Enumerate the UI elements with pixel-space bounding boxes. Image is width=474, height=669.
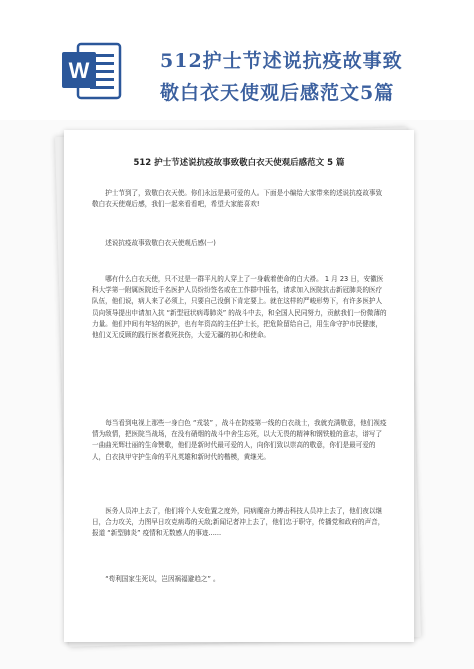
paragraph-intro: 护士节到了，致敬白衣天使。你们永远是最可爱的人。下面是小编给大家带来的述说抗疫故事致敬白衣天使观后感，我们一起来看看吧，希望大家能喜欢! [92,189,383,209]
document-page [64,130,414,642]
word-document-icon [60,40,122,102]
paragraph-quote: “苟利国家生死以，岂因祸福避趋之” 。 [105,575,220,583]
document-title: 512 护士节述说抗疫故事致敬白衣天使观后感范文 5 篇 [133,158,345,168]
title-banner [0,0,474,120]
banner-title-line-2: 敬白衣天使观后感范文5篇 [160,82,395,104]
paragraph-body-3: 医务人员冲上去了，他们将个人安危置之度外，同病魔奋力搏击科技人员冲上去了，他们夜以继日，合力攻关，力图早日攻克病毒的天敌;新闻记者冲上去了，他们忠于职守，传播党和政府的声音，报道 “新型肺炎” 疫情和无数感人的事迹...... [92,507,385,538]
paragraph-body-1: 哪有什么白衣天使，只不过是一群平凡的人穿上了一身载着使命的白大褂。 1 月 23 日，安徽医科大学第一附属医院近千名医护人员纷纷签名或在工作群中报名，请求加入医院抗击新冠肺炎的医疗队伍，他们说，病人来了必须上，只要自己没倒下肯定要上。就在这样的严峻形势下，有许多医护人员向领导提出申请加入抗 “新型冠状病毒肺炎” 的战斗中去，和全国人民同努力，贡献我们一份微薄的力量。他们中间有年轻的医护，也有年资高的主任护士长，把危险留给自己，用生命守护市民健康，他们义无反顾的践行医者救死扶伤，大爱无疆的初心和使命。 [92,275,387,340]
logo-letter: W [68,58,90,83]
paragraph-body-2: 每当看到电视上那些一身白色 “戎装” ，战斗在防疫第一线的白衣战士，我就充满敬意，他们视疫情为敌情，把医院当战场，在没有硝烟的战斗中舍生忘死，以大无畏的精神和钢铁般的意志，谱写了一曲曲光辉壮丽的生命赞歌，他们是新时代最可爱的人，向你们致以崇高的敬意，你们是最可爱的人，白衣执甲守护生命的平凡英雄和新时代的楷模，黄继光。 [92,419,387,461]
banner-title-line-1: 512护士节述说抗疫故事致 [160,50,403,72]
paragraph-heading-1: 述说抗疫故事致敬白衣天使观后感(一) [105,239,216,247]
